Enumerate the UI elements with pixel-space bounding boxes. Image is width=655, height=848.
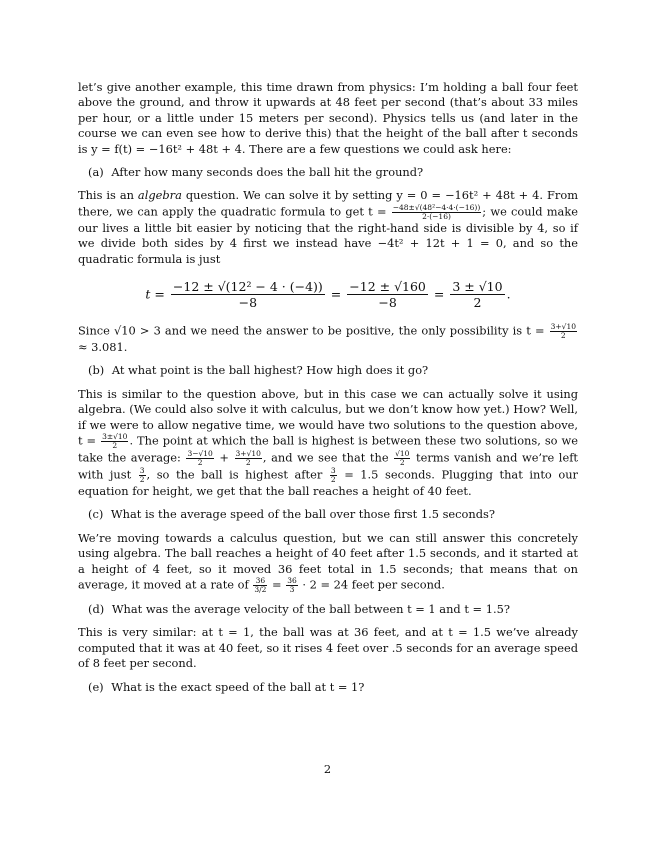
fraction — [347, 279, 428, 311]
fraction-denominator: 2 — [330, 474, 336, 484]
fraction-denominator: 2 — [139, 474, 145, 484]
intro-paragraph: let’s give another example, this time drawn from physics: I’m holding a ball four feet above the ground, and throw it upwards at 48 feet per second (that’s about 33 miles per hour, or a little under 15 meters per second). Physics tells us (and later in the course we can even see how to derive this) that the height of the ball after t seconds is y = f(t) = −16t² + 48t + 4. There are a few questions we could ask here: — [78, 80, 578, 156]
answer-c-paragraph — [78, 531, 578, 594]
text-run: We’re moving towards a calculus question, but we can still answer this concretely using algebra. The ball reaches a height of 40 feet after 1.5 seconds, and it started at a height of 4 feet, so it moved 36 feet total in 1.5 seconds; that means that on average, it moved at a rate of — [78, 530, 578, 592]
fraction-denominator: 2 — [245, 457, 251, 467]
fraction-numerator: 3+√10 — [235, 448, 261, 458]
inline-fraction — [139, 467, 146, 484]
text-run: , and we see that the — [262, 450, 394, 465]
equals-sign: = — [330, 286, 342, 302]
question-text: What is the average speed of the ball over those first 1.5 seconds? — [110, 507, 495, 522]
fraction-numerator: 3 — [330, 465, 336, 475]
fraction-numerator: √10 — [395, 448, 410, 458]
fraction-denominator: 3/2 — [254, 584, 267, 594]
inline-fraction — [394, 450, 410, 467]
text-run: , so the ball is highest after — [146, 467, 329, 482]
plus-sign: + — [214, 450, 234, 465]
inline-fraction — [550, 323, 577, 340]
inline-fraction — [235, 450, 262, 467]
fraction-numerator: 3 ± √10 — [452, 279, 503, 295]
text-run: ; we could make our lives a little bit easier by noticing that the right-hand side is divisible by 4, so if we divide both sides by 4 first we instead have −4t² + 12t + 1 = 0, and so the quadratic formula is just — [78, 204, 578, 266]
text-run: = 1.5 seconds. Plugging that into our equation for height, we get that the ball reaches a height of 40 feet. — [78, 467, 578, 498]
document-page — [78, 80, 578, 703]
fraction-denominator: 2·(−16) — [422, 211, 451, 221]
inline-fraction — [186, 450, 213, 467]
text-run: This is an — [78, 188, 138, 203]
inline-fraction — [253, 577, 267, 594]
fraction-denominator: 2 — [399, 457, 405, 467]
fraction-denominator: 2 — [560, 330, 566, 340]
question-label: (b) — [88, 363, 105, 378]
inline-fraction — [101, 433, 128, 450]
text-run: ≈ 3.081. — [78, 339, 128, 354]
inline-fraction — [286, 577, 298, 594]
question-label: (c) — [88, 507, 104, 522]
question-a — [78, 165, 578, 180]
fraction-numerator: −48±√(48²−4·4·(−16)) — [392, 202, 481, 212]
fraction-numerator: 36 — [287, 575, 297, 585]
question-label: (d) — [88, 601, 105, 616]
text-run: terms vanish and we’re left with just — [78, 450, 578, 482]
answer-d-paragraph: This is very similar: at t = 1, the ball was at 36 feet, and at t = 1.5 we’ve already computed that it was at 40 feet, so it rises 4 feet over .5 seconds for an average speed of 8 feet per second. — [78, 625, 578, 671]
fraction-numerator: 3+√10 — [550, 321, 576, 331]
text-run: Since √10 > 3 and we need the answer to be positive, the only possibility is t = — [78, 323, 549, 338]
answer-b-paragraph — [78, 387, 578, 500]
fraction-numerator: 3±√10 — [102, 431, 128, 441]
fraction-numerator: 36 — [253, 577, 267, 586]
text-run: · 2 = 24 feet per second. — [298, 577, 445, 592]
period: . — [506, 286, 511, 302]
fraction-denominator: 2 — [473, 295, 482, 311]
fraction-denominator: 2 — [112, 440, 118, 450]
question-d — [78, 602, 578, 617]
emphasis: algebra — [137, 188, 182, 203]
question-label: (a) — [88, 165, 104, 180]
equation-lhs: t = — [145, 286, 165, 302]
fraction-numerator: −12 ± √160 — [349, 279, 426, 295]
fraction-numerator: −12 ± √(12² − 4 · (−4)) — [172, 279, 323, 295]
page-number: 2 — [323, 762, 332, 776]
inline-fraction — [330, 467, 337, 484]
question-text: At what point is the ball highest? How high does it go? — [111, 363, 429, 378]
fraction — [450, 279, 504, 311]
fraction-denominator: −8 — [378, 295, 397, 311]
question-text: What was the average velocity of the ball between t = 1 and t = 1.5? — [111, 601, 510, 616]
equals-sign: = — [268, 577, 286, 592]
answer-a-paragraph — [78, 188, 578, 267]
question-b — [78, 363, 578, 378]
question-label: (e) — [88, 679, 104, 694]
fraction-numerator: 3−√10 — [187, 448, 213, 458]
equals-sign: = — [433, 286, 445, 302]
fraction — [171, 279, 325, 311]
question-text: What is the exact speed of the ball at t = 1? — [111, 679, 365, 694]
display-equation — [78, 279, 578, 311]
question-e — [78, 680, 578, 695]
fraction-denominator: −8 — [238, 295, 258, 311]
text-run: . The point at which the ball is highest is between these two solutions, so we take the average: — [78, 433, 578, 465]
fraction-denominator: 3 — [289, 584, 295, 594]
text-run: This is similar to the question above, but in this case we can actually solve it using algebra. (We could also solve it with calculus, but we don’t know how yet.) How? Well, if we were to allow negative time, we would have two solutions to the question above, t = — [78, 386, 578, 448]
fraction-numerator: 3 — [139, 465, 145, 475]
answer-a-conclusion — [78, 323, 578, 355]
question-c — [78, 507, 578, 522]
inline-fraction — [392, 204, 482, 221]
question-text: After how many seconds does the ball hit the ground? — [111, 165, 424, 180]
text-run: question. We can solve it by setting y = 0 = −16t² + 48t + 4. From there, we can apply the quadratic formula to get t = — [78, 188, 578, 219]
fraction-denominator: 2 — [197, 457, 203, 467]
